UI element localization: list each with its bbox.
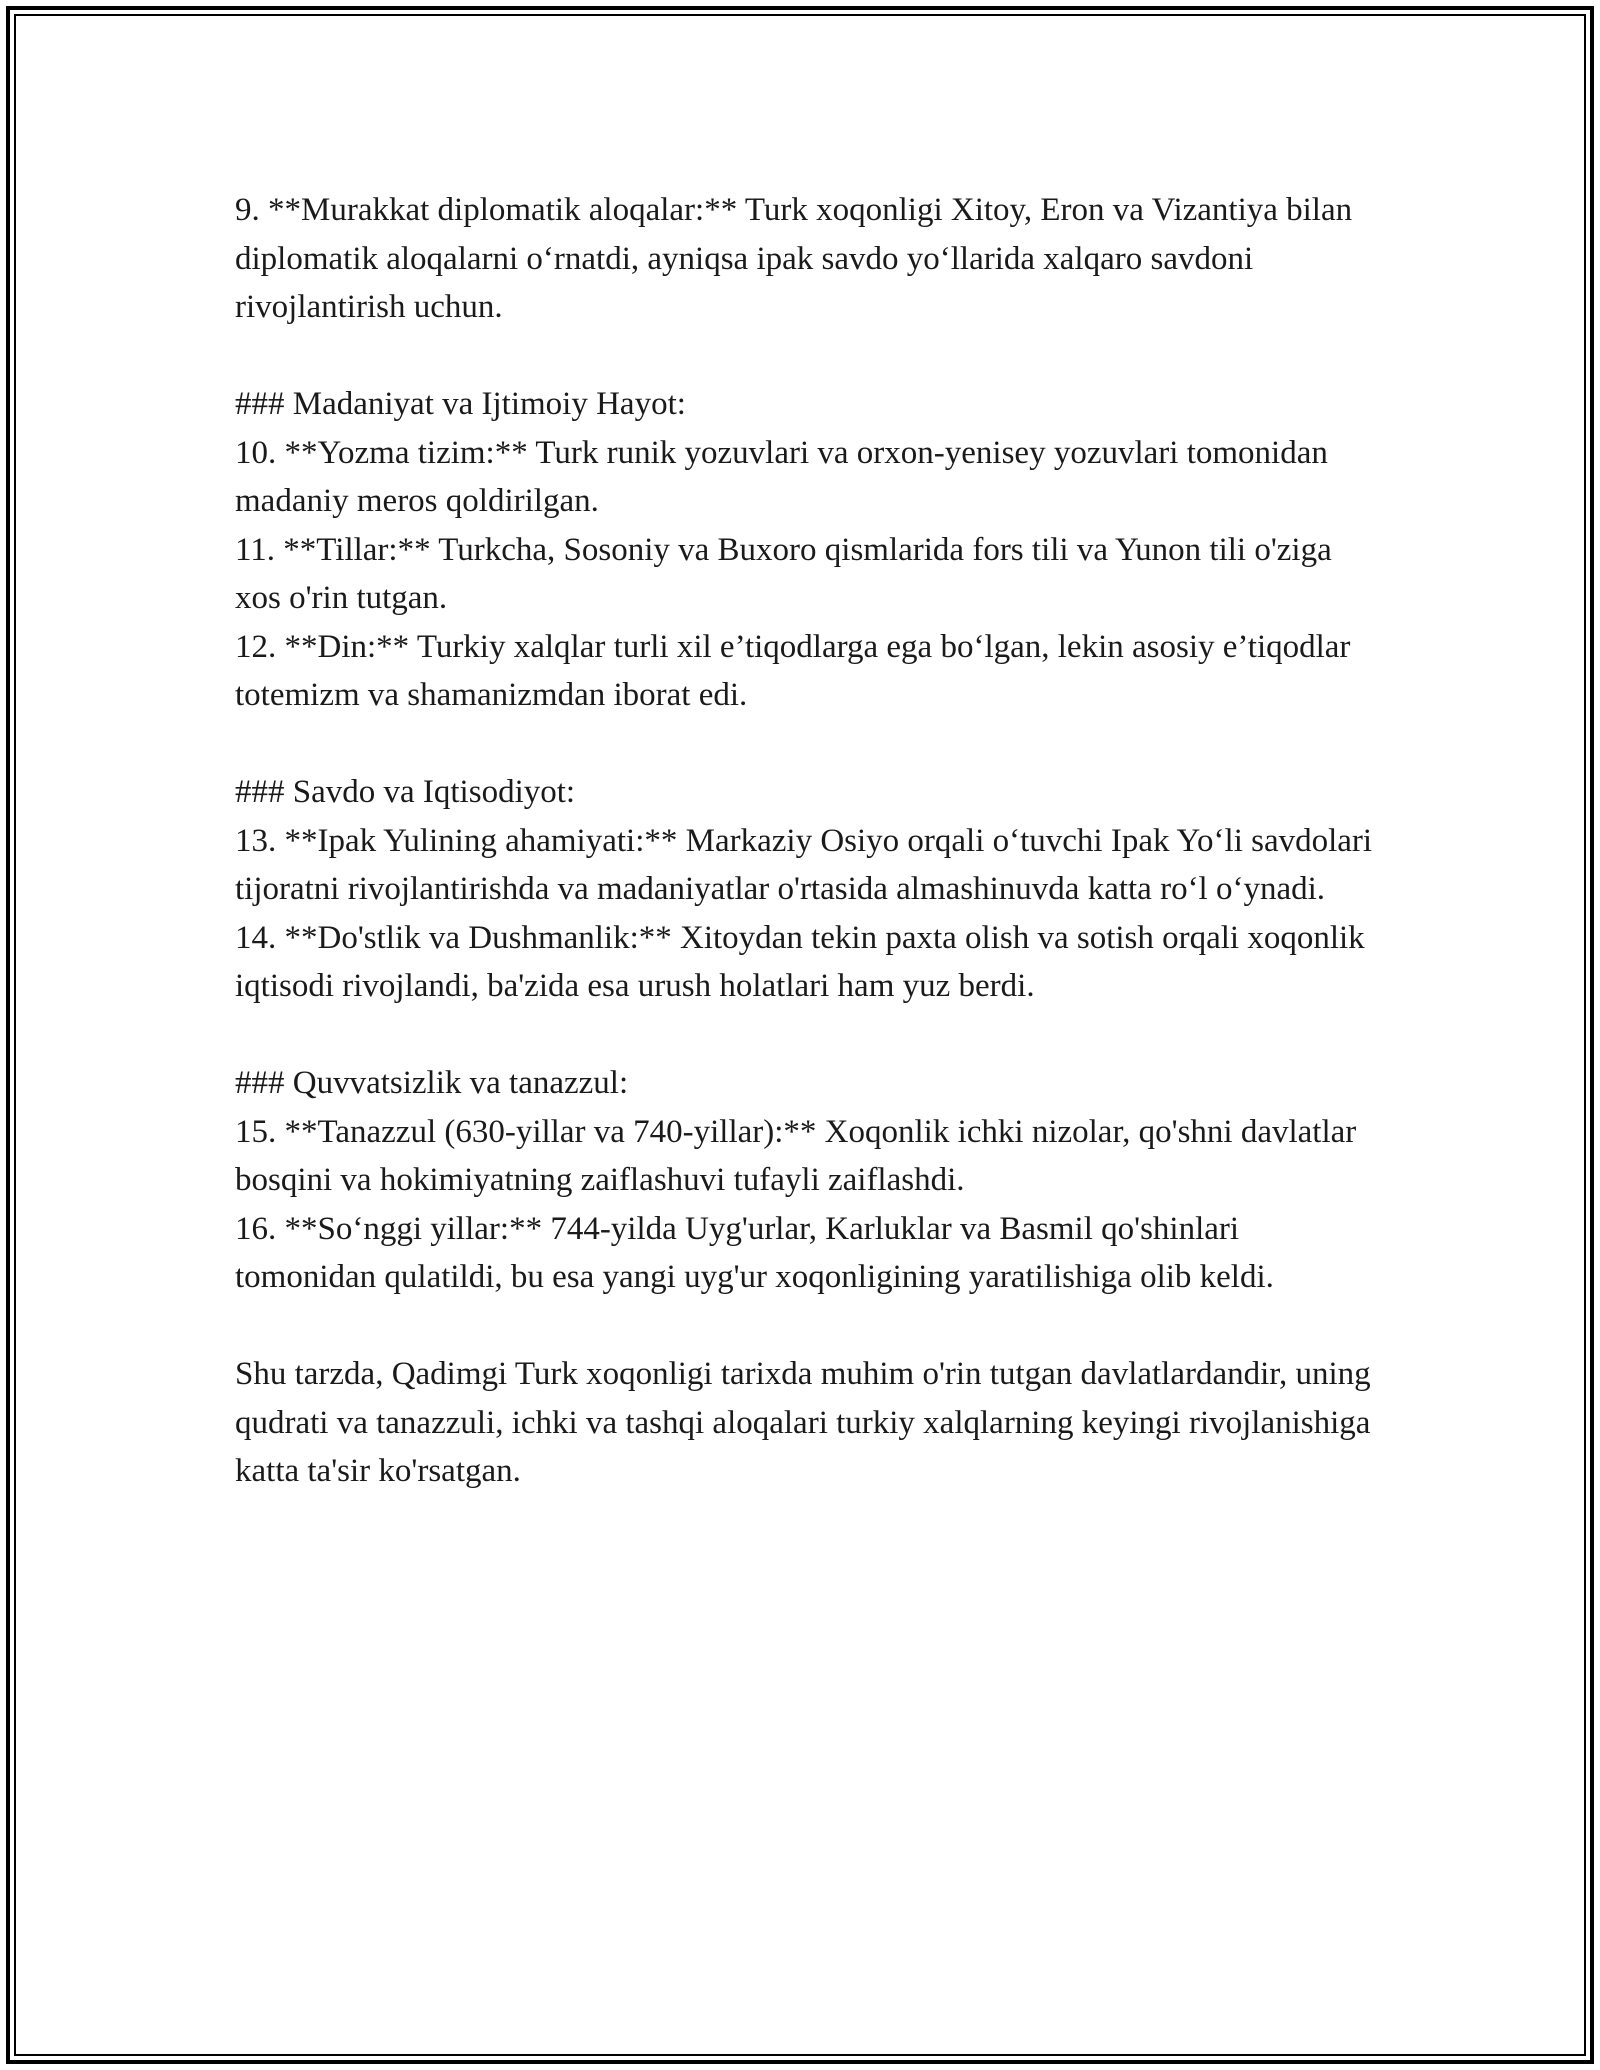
paragraph-item-15: 15. **Tanazzul (630-yillar va 740-yillar):** Xoqonlik ichki nizolar, qo'shni davlatlar bosqini va hokimiyatning zaiflashuvi tufayli zaiflashdi.	[235, 1113, 1357, 1198]
paragraph-item-10: 10. **Yozma tizim:** Turk runik yozuvlari va orxon-yenisey yozuvlari tomonidan madaniy meros qoldirilgan.	[235, 434, 1328, 519]
document-body	[235, 186, 1375, 1496]
paragraph-spacer	[235, 720, 1375, 769]
paragraph-item-12: 12. **Din:** Turkiy xalqlar turli xil e’tiqodlarga ega bo‘lgan, lekin asosiy e’tiqodlar totemizm va shamanizmdan iborat edi.	[235, 628, 1351, 713]
section-heading-trade: ### Savdo va Iqtisodiyot:	[235, 774, 576, 810]
section-heading-decline: ### Quvvatsizlik va tanazzul:	[235, 1065, 629, 1101]
paragraph-spacer	[235, 1302, 1375, 1351]
paragraph-item-9: 9. **Murakkat diplomatik aloqalar:** Turk xoqonligi Xitoy, Eron va Vizantiya bilan diplomatik aloqalarni o‘rnatdi, ayniqsa ipak savdo yo‘llarida xalqaro savdoni rivojlantirish uchun.	[235, 192, 1353, 325]
section-heading-culture: ### Madaniyat va Ijtimoiy Hayot:	[235, 386, 686, 422]
paragraph-spacer	[235, 1011, 1375, 1060]
paragraph-item-13: 13. **Ipak Yulining ahamiyati:** Markaziy Osiyo orqali o‘tuvchi Ipak Yo‘li savdolari tijoratni rivojlantirishda va madaniyatlar o'rtasida almashinuvda katta ro‘l o‘ynadi.	[235, 822, 1373, 907]
paragraph-item-16: 16. **So‘nggi yillar:** 744-yilda Uyg'urlar, Karluklar va Basmil qo'shinlari tomonidan qulatildi, bu esa yangi uyg'ur xoqonligining yaratilishiga olib keldi.	[235, 1210, 1274, 1295]
paragraph-item-14: 14. **Do'stlik va Dushmanlik:** Xitoydan tekin paxta olish va sotish orqali xoqonlik iqtisodi rivojlandi, ba'zida esa urush holatlari ham yuz berdi.	[235, 919, 1365, 1004]
paragraph-item-11: 11. **Tillar:** Turkcha, Sosoniy va Buxoro qismlarida fors tili va Yunon tili o'ziga xos o'rin tutgan.	[235, 531, 1332, 616]
conclusion-paragraph: Shu tarzda, Qadimgi Turk xoqonligi tarixda muhim o'rin tutgan davlatlardandir, uning qudrati va tanazzuli, ichki va tashqi aloqalari turkiy xalqlarning keyingi rivojlanishiga katta ta'sir ko'rsatgan.	[235, 1356, 1371, 1489]
paragraph-spacer	[235, 332, 1375, 381]
